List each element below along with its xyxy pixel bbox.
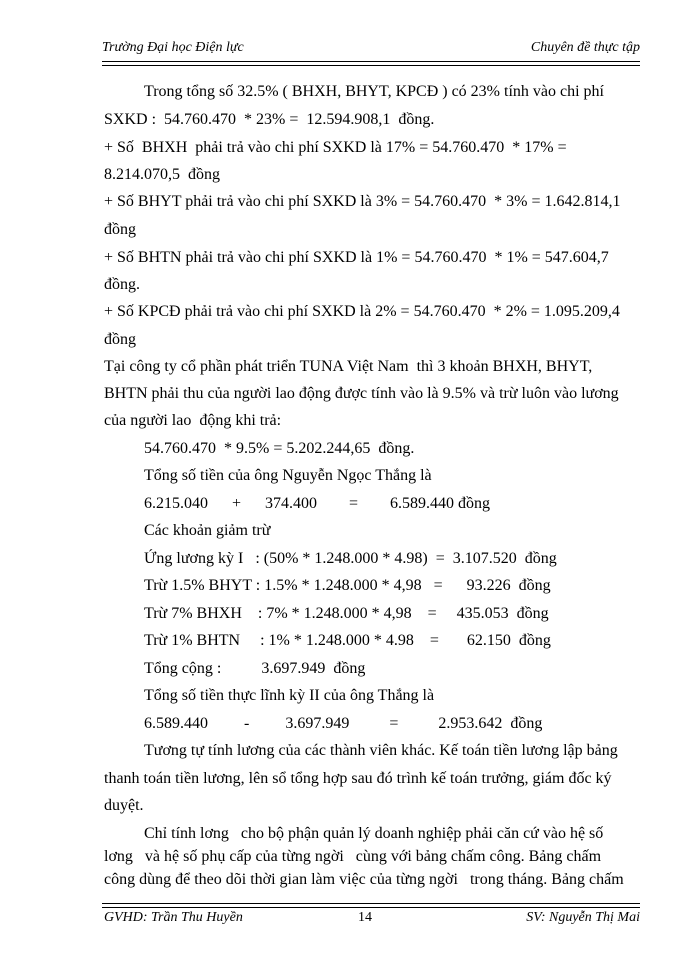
page-number: 14	[358, 910, 372, 925]
body-line: SXKD : 54.760.470 * 23% = 12.594.908,1 đồng.	[104, 111, 435, 128]
body-line: Tại công ty cổ phần phát triển TUNA Việt Nam thì 3 khoản BHXH, BHYT,	[104, 358, 593, 375]
body-line: 8.214.070,5 đồng	[104, 166, 220, 183]
footer-rule	[102, 903, 640, 908]
header-school: Trường Đại học Điện lực	[102, 40, 244, 55]
body-line: Chỉ tính lơng cho bộ phận quản lý doanh nghiệp phải căn cứ vào hệ số	[144, 825, 604, 842]
body-line: 54.760.470 * 9.5% = 5.202.244,65 đồng.	[144, 440, 415, 457]
body-line: Trừ 1% BHTN : 1% * 1.248.000 * 4.98 = 62.150 đồng	[144, 632, 551, 649]
body-line: đồng	[104, 331, 136, 348]
body-line: Các khoản giảm trừ	[144, 522, 271, 539]
footer-advisor: GVHD: Trần Thu Huyền	[104, 910, 243, 925]
body-line: Tổng số tiền thực lĩnh kỳ II của ông Thắng là	[144, 687, 435, 704]
body-line: Trừ 1.5% BHYT : 1.5% * 1.248.000 * 4,98 = 93.226 đồng	[144, 577, 551, 594]
body-line: Trừ 7% BHXH : 7% * 1.248.000 * 4,98 = 435.053 đồng	[144, 605, 549, 622]
body-line: Tổng cộng : 3.697.949 đồng	[144, 660, 366, 677]
body-line: + Số BHTN phải trả vào chi phí SXKD là 1% = 54.760.470 * 1% = 547.604,7	[104, 249, 609, 266]
body-line: + Số BHXH phải trả vào chi phí SXKD là 17% = 54.760.470 * 17% =	[104, 139, 567, 156]
body-line: Tương tự tính lương của các thành viên khác. Kế toán tiền lương lập bảng	[144, 742, 618, 759]
body-line: đồng	[104, 221, 136, 238]
body-line: 6.589.440 - 3.697.949 = 2.953.642 đồng	[144, 715, 543, 732]
header-title: Chuyên đề thực tập	[530, 40, 640, 55]
body-line: công dùng để theo dõi thời gian làm việc của từng ngời trong tháng. Bảng chấm	[104, 871, 624, 888]
page-header	[102, 40, 640, 62]
body-line: 6.215.040 + 374.400 = 6.589.440 đồng	[144, 495, 491, 512]
body-line: của người lao động khi trả:	[104, 412, 282, 429]
body-line: BHTN phải thu của người lao động được tính vào là 9.5% và trừ luôn vào lương	[104, 385, 619, 402]
body-line: + Số BHYT phải trả vào chi phí SXKD là 3% = 54.760.470 * 3% = 1.642.814,1	[104, 193, 621, 210]
body-line: lơng và hệ số phụ cấp của từng ngời cùng với bảng chấm công. Bảng chấm	[104, 848, 602, 865]
footer-student: SV: Nguyễn Thị Mai	[526, 910, 640, 925]
body-line: thanh toán tiền lương, lên sổ tổng hợp sau đó trình kế toán trưởng, giám đốc ký	[104, 770, 612, 787]
body-line: + Số KPCĐ phải trả vào chi phí SXKD là 2% = 54.760.470 * 2% = 1.095.209,4	[104, 303, 620, 320]
body-line: Trong tổng số 32.5% ( BHXH, BHYT, KPCĐ ) có 23% tính vào chi phí	[144, 83, 604, 100]
body-line: đồng.	[104, 276, 140, 293]
body-line: duyệt.	[104, 797, 144, 814]
body-line: Ứng lương kỳ I : (50% * 1.248.000 * 4.98) = 3.107.520 đồng	[144, 550, 557, 567]
body-line: Tổng số tiền của ông Nguyễn Ngọc Thắng là	[144, 467, 432, 484]
header-rule	[102, 61, 640, 66]
